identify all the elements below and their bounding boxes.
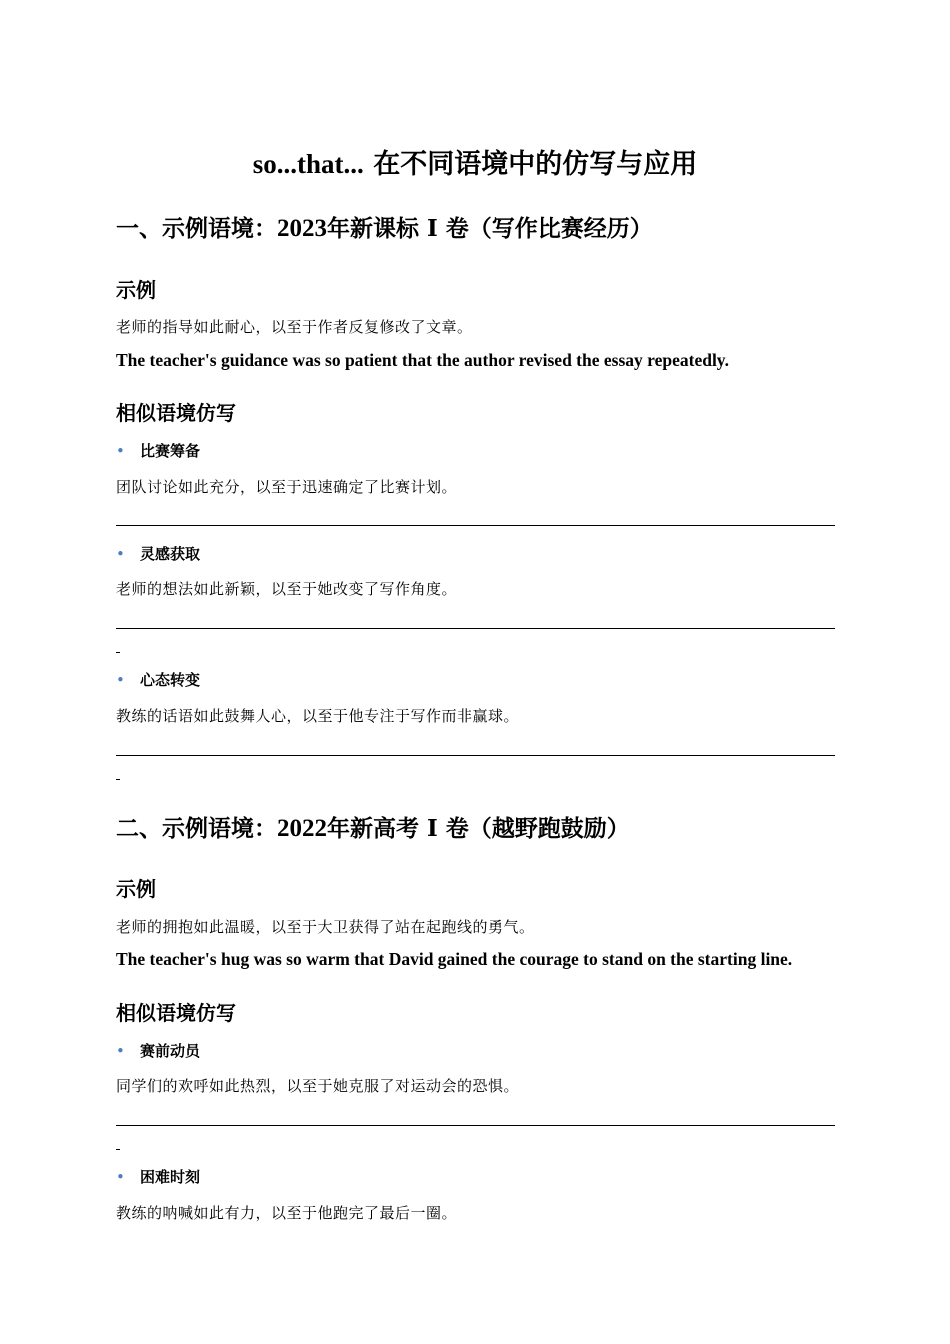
answer-line[interactable] (116, 525, 835, 526)
section1-imitation-label: 相似语境仿写 (116, 401, 236, 425)
bullet-icon: • (116, 442, 125, 460)
title-latin: so...that... (252, 149, 364, 179)
bullet-icon: • (116, 545, 125, 563)
section2-item-2-label: • 困难时刻 (116, 1168, 201, 1186)
section1-item-1-sentence: 团队讨论如此充分，以至于迅速确定了比赛计划。 (116, 478, 458, 496)
document-title (0, 146, 950, 183)
section2-example-zh: 老师的拥抱如此温暖，以至于大卫获得了站在起跑线的勇气。 (116, 918, 535, 936)
section1-example-label: 示例 (116, 278, 156, 302)
line-end-mark (116, 779, 120, 780)
bullet-icon: • (116, 1168, 125, 1186)
section2-imitation-label: 相似语境仿写 (116, 1001, 236, 1025)
section2-item-1-label: • 赛前动员 (116, 1042, 201, 1060)
section1-example-zh: 老师的指导如此耐心，以至于作者反复修改了文章。 (116, 318, 473, 336)
line-end-mark (116, 652, 120, 653)
section2-heading: 二、示例语境：2022年新高考 Ⅰ 卷（越野跑鼓励） (116, 815, 630, 842)
section2-item-2-sentence: 教练的呐喊如此有力，以至于他跑完了最后一圈。 (116, 1204, 458, 1222)
section2-example-label: 示例 (116, 877, 156, 901)
section2-item-1-sentence: 同学们的欢呼如此热烈，以至于她克服了对运动会的恐惧。 (116, 1077, 520, 1095)
bullet-icon: • (116, 671, 125, 689)
line-end-mark (116, 1149, 120, 1150)
section1-item-3-label: • 心态转变 (116, 671, 201, 689)
section1-item-3-sentence: 教练的话语如此鼓舞人心，以至于他专注于写作而非赢球。 (116, 707, 520, 725)
section2-example-en: The teacher's hug was so warm that David gained the courage to stand on the starting line. (116, 949, 793, 969)
section1-item-2-sentence: 老师的想法如此新颖，以至于她改变了写作角度。 (116, 580, 458, 598)
answer-line[interactable] (116, 1125, 835, 1126)
section1-item-1-label: • 比赛筹备 (116, 442, 201, 460)
title-chinese: 在不同语境中的仿写与应用 (373, 149, 698, 180)
section1-heading: 一、示例语境：2023年新课标 Ⅰ 卷（写作比赛经历） (116, 215, 653, 242)
bullet-icon: • (116, 1042, 125, 1060)
section1-example-en: The teacher's guidance was so patient that the author revised the essay repeatedly. (116, 350, 729, 370)
answer-line[interactable] (116, 755, 835, 756)
section1-item-2-label: • 灵感获取 (116, 545, 201, 563)
answer-line[interactable] (116, 628, 835, 629)
